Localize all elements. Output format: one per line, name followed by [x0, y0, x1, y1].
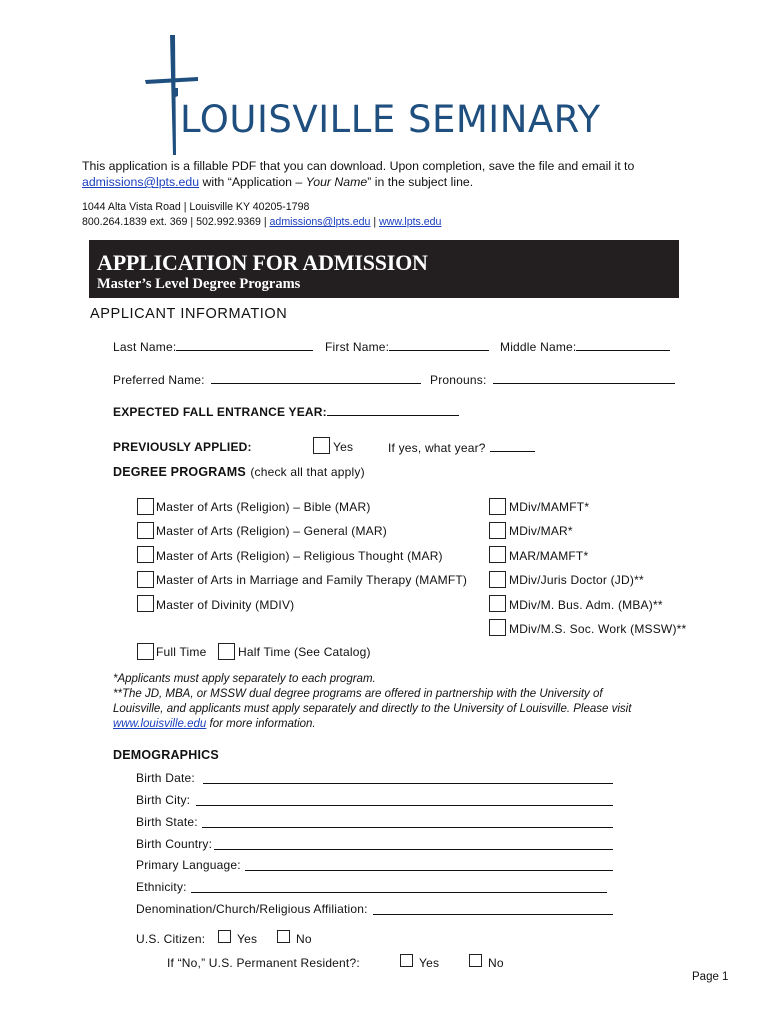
form-subtitle: Master’s Level Degree Programs	[97, 276, 301, 292]
degree-option: Master of Arts in Marriage and Family Therapy (MAMFT)	[156, 573, 468, 587]
us-citizen-yes-label: Yes	[237, 932, 258, 946]
contact-block	[82, 200, 441, 230]
last-name-field[interactable]	[113, 339, 313, 354]
form-title: APPLICATION FOR ADMISSION	[97, 250, 428, 275]
contact-website-link[interactable]: www.lpts.edu	[379, 216, 442, 228]
first-name-field[interactable]	[325, 339, 489, 354]
preferred-name-line[interactable]	[211, 372, 421, 384]
us-citizen-yes-checkbox[interactable]	[218, 930, 231, 943]
contact-email-link[interactable]: admissions@lpts.edu	[269, 216, 371, 228]
permanent-resident-yes-checkbox[interactable]	[400, 954, 413, 967]
note-line-4	[113, 717, 631, 732]
degree-checkbox[interactable]	[137, 522, 154, 539]
denomination-label: Denomination/Church/Religious Affiliation:	[136, 902, 368, 916]
applicant-info-heading: APPLICANT INFORMATION	[90, 306, 288, 322]
entrance-year-field[interactable]	[113, 404, 459, 419]
birth-country-line[interactable]	[214, 849, 613, 850]
contact-phones: 800.264.1839 ext. 369 | 502.992.9369 |	[82, 216, 270, 228]
degree-option: Master of Arts (Religion) – Bible (MAR)	[156, 500, 371, 514]
permanent-resident-no-checkbox[interactable]	[469, 954, 482, 967]
dual-degree-checkbox[interactable]	[489, 619, 506, 636]
dual-degree-option: MAR/MAMFT*	[509, 549, 589, 563]
intro-your-name: Your Name	[305, 175, 368, 189]
us-citizen-no-checkbox[interactable]	[277, 930, 290, 943]
contact-separator: |	[370, 216, 380, 228]
us-citizen-label: U.S. Citizen:	[136, 932, 206, 946]
us-citizen-no-label: No	[296, 932, 312, 946]
degree-option: Master of Arts (Religion) – General (MAR)	[156, 524, 387, 538]
middle-name-field[interactable]	[500, 339, 670, 354]
birth-state-label: Birth State:	[136, 815, 198, 829]
full-time-label: Full Time	[156, 645, 207, 659]
degree-option: Master of Divinity (MDIV)	[156, 598, 295, 612]
ethnicity-label: Ethnicity:	[136, 880, 187, 894]
louisville-link[interactable]: www.louisville.edu	[113, 718, 207, 730]
intro-text-part: with “Application –	[199, 175, 306, 189]
logo-wordmark: LOUISVILLE SEMINARY	[180, 98, 601, 141]
intro-text	[82, 158, 634, 190]
permanent-resident-no-label: No	[488, 956, 504, 970]
note-line-2: **The JD, MBA, or MSSW dual degree programs are offered in partnership with the University of	[113, 688, 603, 700]
last-name-label: Last Name:	[113, 340, 177, 354]
previously-applied-yes-checkbox[interactable]	[313, 437, 330, 454]
middle-name-line[interactable]	[576, 339, 670, 351]
entrance-year-label: EXPECTED FALL ENTRANCE YEAR:	[113, 405, 327, 419]
dual-degree-option: MDiv/M. Bus. Adm. (MBA)**	[509, 598, 663, 612]
demographics-heading: DEMOGRAPHICS	[113, 748, 219, 762]
note-line-4-text: for more information.	[206, 718, 316, 730]
denomination-line[interactable]	[373, 914, 613, 915]
primary-language-line[interactable]	[245, 870, 613, 871]
primary-language-label: Primary Language:	[136, 858, 241, 872]
permanent-resident-label: If “No,” U.S. Permanent Resident?:	[167, 956, 360, 970]
pronouns-label: Pronouns:	[430, 373, 487, 387]
previous-year-line[interactable]	[490, 440, 535, 452]
last-name-line[interactable]	[176, 339, 313, 351]
previously-applied-label: PREVIOUSLY APPLIED:	[113, 440, 252, 454]
dual-degree-checkbox[interactable]	[489, 546, 506, 563]
degree-option: Master of Arts (Religion) – Religious Thought (MAR)	[156, 549, 443, 563]
full-time-checkbox[interactable]	[137, 643, 154, 660]
degree-checkbox[interactable]	[137, 571, 154, 588]
degree-programs-note: (check all that apply)	[250, 465, 365, 479]
previous-year-field[interactable]	[388, 440, 535, 455]
entrance-year-line[interactable]	[327, 404, 459, 416]
birth-country-label: Birth Country:	[136, 837, 213, 851]
dual-degree-checkbox[interactable]	[489, 498, 506, 515]
dual-degree-option: MDiv/MAMFT*	[509, 500, 590, 514]
half-time-label: Half Time (See Catalog)	[238, 645, 371, 659]
dual-degree-checkbox[interactable]	[489, 522, 506, 539]
program-notes	[113, 672, 631, 732]
note-line-1: *Applicants must apply separately to each program.	[113, 673, 376, 685]
dual-degree-checkbox[interactable]	[489, 595, 506, 612]
contact-phones-line	[82, 215, 441, 230]
middle-name-label: Middle Name:	[500, 340, 577, 354]
dual-degree-option: MDiv/M.S. Soc. Work (MSSW)**	[509, 622, 687, 636]
degree-checkbox[interactable]	[137, 595, 154, 612]
birth-date-label: Birth Date:	[136, 771, 195, 785]
previous-year-label: If yes, what year?	[388, 441, 486, 455]
degree-checkbox[interactable]	[137, 546, 154, 563]
pronouns-field[interactable]	[430, 372, 675, 387]
intro-line-1: This application is a fillable PDF that you can download. Upon completion, save the file and email it to	[82, 159, 635, 173]
pronouns-line[interactable]	[493, 372, 675, 384]
degree-programs-title: DEGREE PROGRAMS	[113, 465, 246, 479]
birth-city-line[interactable]	[196, 805, 613, 806]
intro-email-link[interactable]: admissions@lpts.edu	[82, 175, 200, 189]
first-name-label: First Name:	[325, 340, 390, 354]
previously-applied-yes-label: Yes	[333, 440, 354, 454]
degree-programs-heading	[113, 463, 365, 481]
preferred-name-label: Preferred Name:	[113, 373, 205, 387]
intro-text-part-2: ” in the subject line.	[367, 175, 474, 189]
intro-line-2	[82, 174, 634, 190]
half-time-checkbox[interactable]	[218, 643, 235, 660]
ethnicity-line[interactable]	[191, 892, 607, 893]
birth-state-line[interactable]	[202, 827, 613, 828]
permanent-resident-yes-label: Yes	[419, 956, 440, 970]
preferred-name-field[interactable]	[113, 372, 421, 387]
dual-degree-option: MDiv/Juris Doctor (JD)**	[509, 573, 644, 587]
title-banner	[89, 240, 679, 298]
note-line-3: Louisville, and applicants must apply separately and directly to the University of Louisville. Please visit	[113, 703, 632, 715]
first-name-line[interactable]	[389, 339, 489, 351]
birth-date-line[interactable]	[203, 783, 613, 784]
dual-degree-option: MDiv/MAR*	[509, 524, 573, 538]
birth-city-label: Birth City:	[136, 793, 191, 807]
degree-checkbox[interactable]	[137, 498, 154, 515]
page-number: Page 1	[692, 971, 729, 983]
contact-address: 1044 Alta Vista Road | Louisville KY 40205-1798	[82, 201, 310, 213]
dual-degree-checkbox[interactable]	[489, 571, 506, 588]
